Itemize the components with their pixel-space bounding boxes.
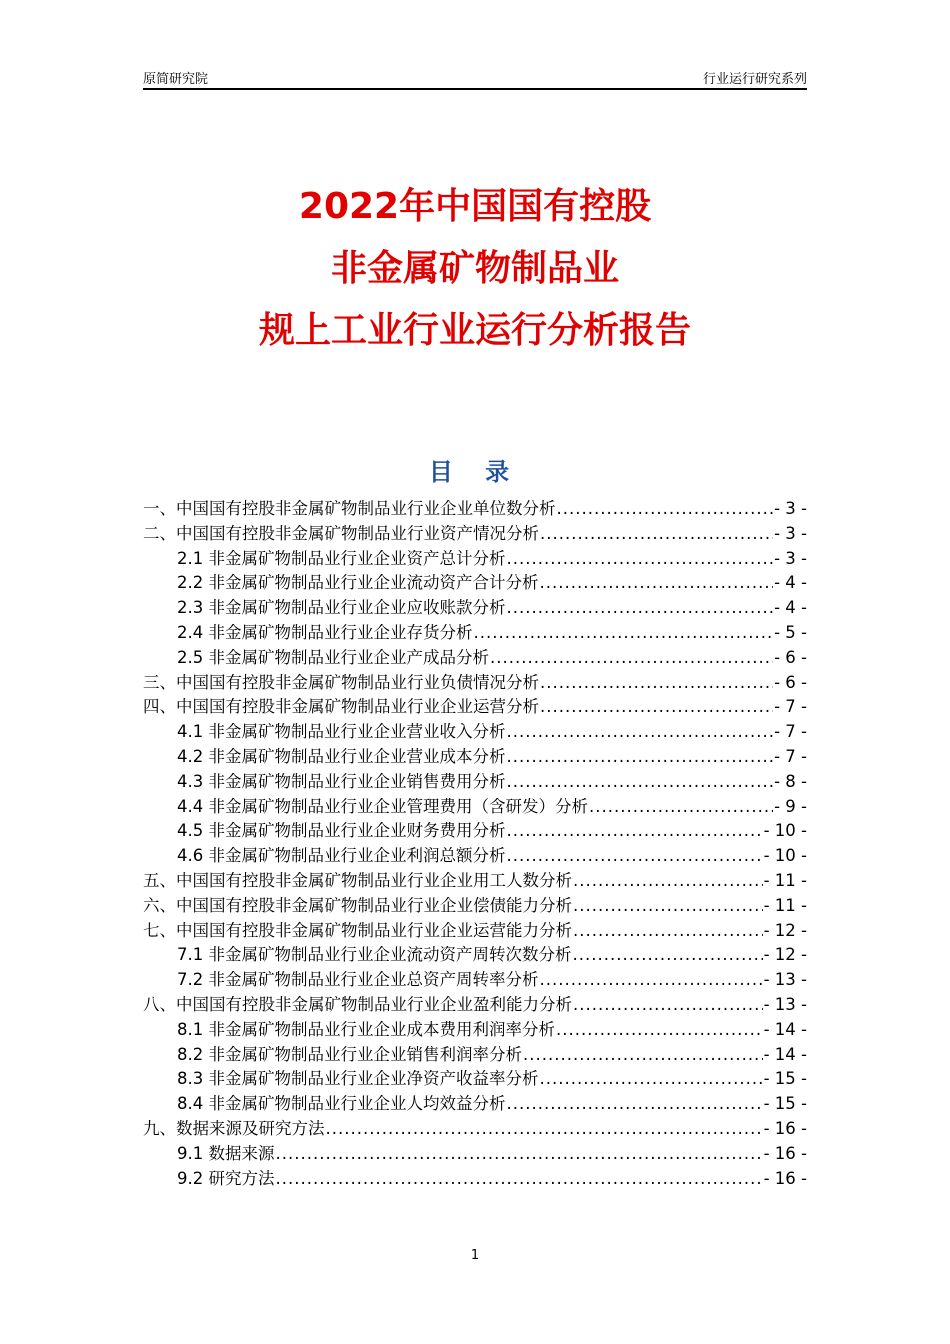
- dot-leader: [276, 1169, 763, 1188]
- toc-entry[interactable]: [143, 768, 807, 793]
- dot-leader: [490, 648, 773, 667]
- toc-entry-text: 9.1 数据来源: [177, 1143, 275, 1163]
- toc-entry-text: 四、中国国有控股非金属矿物制品业行业企业运营分析: [143, 697, 539, 717]
- toc-entry[interactable]: [143, 1065, 807, 1090]
- toc-entry-text: 六、中国国有控股非金属矿物制品业行业企业偿债能力分析: [143, 895, 572, 915]
- dot-leader: [507, 846, 763, 865]
- toc-entry-text: 7.1 非金属矿物制品业行业企业流动资产周转次数分析: [177, 945, 572, 965]
- toc-entry[interactable]: [143, 1165, 807, 1190]
- toc-entry[interactable]: [143, 594, 807, 619]
- toc-heading: 目 录: [428, 458, 522, 486]
- toc-entry[interactable]: [143, 1140, 807, 1165]
- toc-entry-text: 4.1 非金属矿物制品业行业企业营业收入分析: [177, 722, 506, 742]
- dot-leader: [540, 1069, 763, 1088]
- toc-page-number: - 7 -: [774, 697, 807, 717]
- toc-entry[interactable]: [143, 545, 807, 570]
- dot-leader: [540, 673, 773, 692]
- toc-entry[interactable]: [143, 1016, 807, 1041]
- toc-entry[interactable]: [143, 520, 807, 545]
- toc-entry-text: 2.1 非金属矿物制品业行业企业资产总计分析: [177, 548, 506, 568]
- toc-page-number: - 12 -: [763, 920, 807, 940]
- dot-leader: [573, 871, 763, 890]
- toc-page-number: - 6 -: [774, 672, 807, 692]
- toc-page-number: - 16 -: [763, 1143, 807, 1163]
- dot-leader: [507, 772, 774, 791]
- report-title: [0, 176, 950, 362]
- toc-entry[interactable]: [143, 966, 807, 991]
- toc-page-number: - 11 -: [763, 870, 807, 890]
- dot-leader: [557, 499, 774, 518]
- toc-entry[interactable]: [143, 743, 807, 768]
- toc-page-number: - 7 -: [774, 722, 807, 742]
- toc-entry[interactable]: [143, 941, 807, 966]
- toc-entry-text: 五、中国国有控股非金属矿物制品业行业企业用工人数分析: [143, 870, 572, 890]
- toc-entry-text: 8.3 非金属矿物制品业行业企业净资产收益率分析: [177, 1069, 539, 1089]
- toc-entry[interactable]: [143, 1115, 807, 1140]
- toc-entry[interactable]: [143, 793, 807, 818]
- dot-leader: [507, 821, 763, 840]
- toc-entry[interactable]: [143, 842, 807, 867]
- toc-entry-text: 2.4 非金属矿物制品业行业企业存货分析: [177, 622, 473, 642]
- dot-leader: [507, 598, 774, 617]
- table-of-contents: [143, 495, 807, 1189]
- toc-entry-text: 4.3 非金属矿物制品业行业企业销售费用分析: [177, 771, 506, 791]
- toc-entry-text: 4.5 非金属矿物制品业行业企业财务费用分析: [177, 821, 506, 841]
- toc-page-number: - 6 -: [774, 647, 807, 667]
- dot-leader: [507, 722, 774, 741]
- header-series: 行业运行研究系列: [702, 72, 807, 87]
- toc-page-number: - 4 -: [774, 573, 807, 593]
- toc-entry-text: 8.1 非金属矿物制品业行业企业成本费用利润率分析: [177, 1019, 555, 1039]
- toc-entry-text: 七、中国国有控股非金属矿物制品业行业企业运营能力分析: [143, 920, 572, 940]
- dot-leader: [540, 970, 763, 989]
- dot-leader: [573, 945, 763, 964]
- toc-entry-text: 2.3 非金属矿物制品业行业企业应收账款分析: [177, 598, 506, 618]
- title-line: 规上工业行业运行分析报告: [258, 310, 691, 351]
- title-line: 2022年中国国有控股: [298, 186, 652, 227]
- toc-page-number: - 7 -: [774, 746, 807, 766]
- toc-entry[interactable]: [143, 867, 807, 892]
- dot-leader: [474, 623, 774, 642]
- toc-entry-text: 8.4 非金属矿物制品业行业企业人均效益分析: [177, 1094, 506, 1114]
- dot-leader: [556, 1020, 763, 1039]
- toc-page-number: - 16 -: [763, 1168, 807, 1188]
- toc-page-number: - 10 -: [763, 846, 807, 866]
- toc-entry[interactable]: [143, 669, 807, 694]
- dot-leader: [540, 524, 773, 543]
- toc-page-number: - 15 -: [763, 1094, 807, 1114]
- toc-entry[interactable]: [143, 718, 807, 743]
- toc-entry[interactable]: [143, 917, 807, 942]
- toc-entry-text: 4.2 非金属矿物制品业行业企业营业成本分析: [177, 746, 506, 766]
- dot-leader: [540, 573, 774, 592]
- toc-page-number: - 14 -: [763, 1044, 807, 1064]
- toc-entry-text: 4.4 非金属矿物制品业行业企业管理费用（含研发）分析: [177, 796, 588, 816]
- toc-page-number: - 11 -: [763, 895, 807, 915]
- toc-page-number: - 16 -: [763, 1118, 807, 1138]
- dot-leader: [507, 747, 774, 766]
- dot-leader: [507, 1094, 763, 1113]
- toc-page-number: - 5 -: [774, 622, 807, 642]
- toc-entry-text: 2.2 非金属矿物制品业行业企业流动资产合计分析: [177, 573, 539, 593]
- page-number: 1: [470, 1248, 480, 1263]
- dot-leader: [573, 921, 763, 940]
- dot-leader: [573, 995, 763, 1014]
- toc-page-number: - 13 -: [763, 970, 807, 990]
- toc-page-number: - 8 -: [774, 771, 807, 791]
- toc-entry-text: 三、中国国有控股非金属矿物制品业行业负债情况分析: [143, 672, 539, 692]
- toc-page-number: - 13 -: [763, 994, 807, 1014]
- toc-page-number: - 12 -: [763, 945, 807, 965]
- page-header: [143, 68, 807, 90]
- toc-page-number: - 14 -: [763, 1019, 807, 1039]
- toc-page-number: - 3 -: [774, 548, 807, 568]
- dot-leader: [573, 896, 763, 915]
- toc-page-number: - 15 -: [763, 1069, 807, 1089]
- toc-entry-text: 二、中国国有控股非金属矿物制品业行业资产情况分析: [143, 523, 539, 543]
- toc-entry[interactable]: [143, 1090, 807, 1115]
- toc-entry[interactable]: [143, 569, 807, 594]
- toc-entry[interactable]: [143, 991, 807, 1016]
- toc-page-number: - 10 -: [763, 821, 807, 841]
- toc-page-number: - 3 -: [774, 523, 807, 543]
- toc-entry-text: 2.5 非金属矿物制品业行业企业产成品分析: [177, 647, 489, 667]
- toc-entry[interactable]: [143, 1041, 807, 1066]
- dot-leader: [326, 1119, 763, 1138]
- toc-entry-text: 八、中国国有控股非金属矿物制品业行业企业盈利能力分析: [143, 994, 572, 1014]
- toc-entry-text: 9.2 研究方法: [177, 1168, 275, 1188]
- dot-leader: [276, 1144, 763, 1163]
- toc-entry[interactable]: [143, 892, 807, 917]
- toc-entry-text: 4.6 非金属矿物制品业行业企业利润总额分析: [177, 846, 506, 866]
- dot-leader: [507, 549, 774, 568]
- dot-leader: [540, 697, 773, 716]
- toc-page-number: - 9 -: [774, 796, 807, 816]
- header-org: 原简研究院: [143, 72, 209, 87]
- toc-entry[interactable]: [143, 817, 807, 842]
- toc-page-number: - 4 -: [774, 598, 807, 618]
- dot-leader: [523, 1045, 763, 1064]
- title-line: 非金属矿物制品业: [330, 248, 619, 289]
- toc-entry[interactable]: [143, 693, 807, 718]
- toc-entry-text: 7.2 非金属矿物制品业行业企业总资产周转率分析: [177, 970, 539, 990]
- dot-leader: [589, 797, 773, 816]
- toc-entry[interactable]: [143, 495, 807, 520]
- toc-entry[interactable]: [143, 619, 807, 644]
- toc-page-number: - 3 -: [774, 499, 807, 518]
- toc-entry-text: 九、数据来源及研究方法: [143, 1118, 325, 1138]
- toc-entry-text: 8.2 非金属矿物制品业行业企业销售利润率分析: [177, 1044, 522, 1064]
- toc-entry[interactable]: [143, 644, 807, 669]
- toc-entry-text: 一、中国国有控股非金属矿物制品业行业企业单位数分析: [143, 499, 556, 518]
